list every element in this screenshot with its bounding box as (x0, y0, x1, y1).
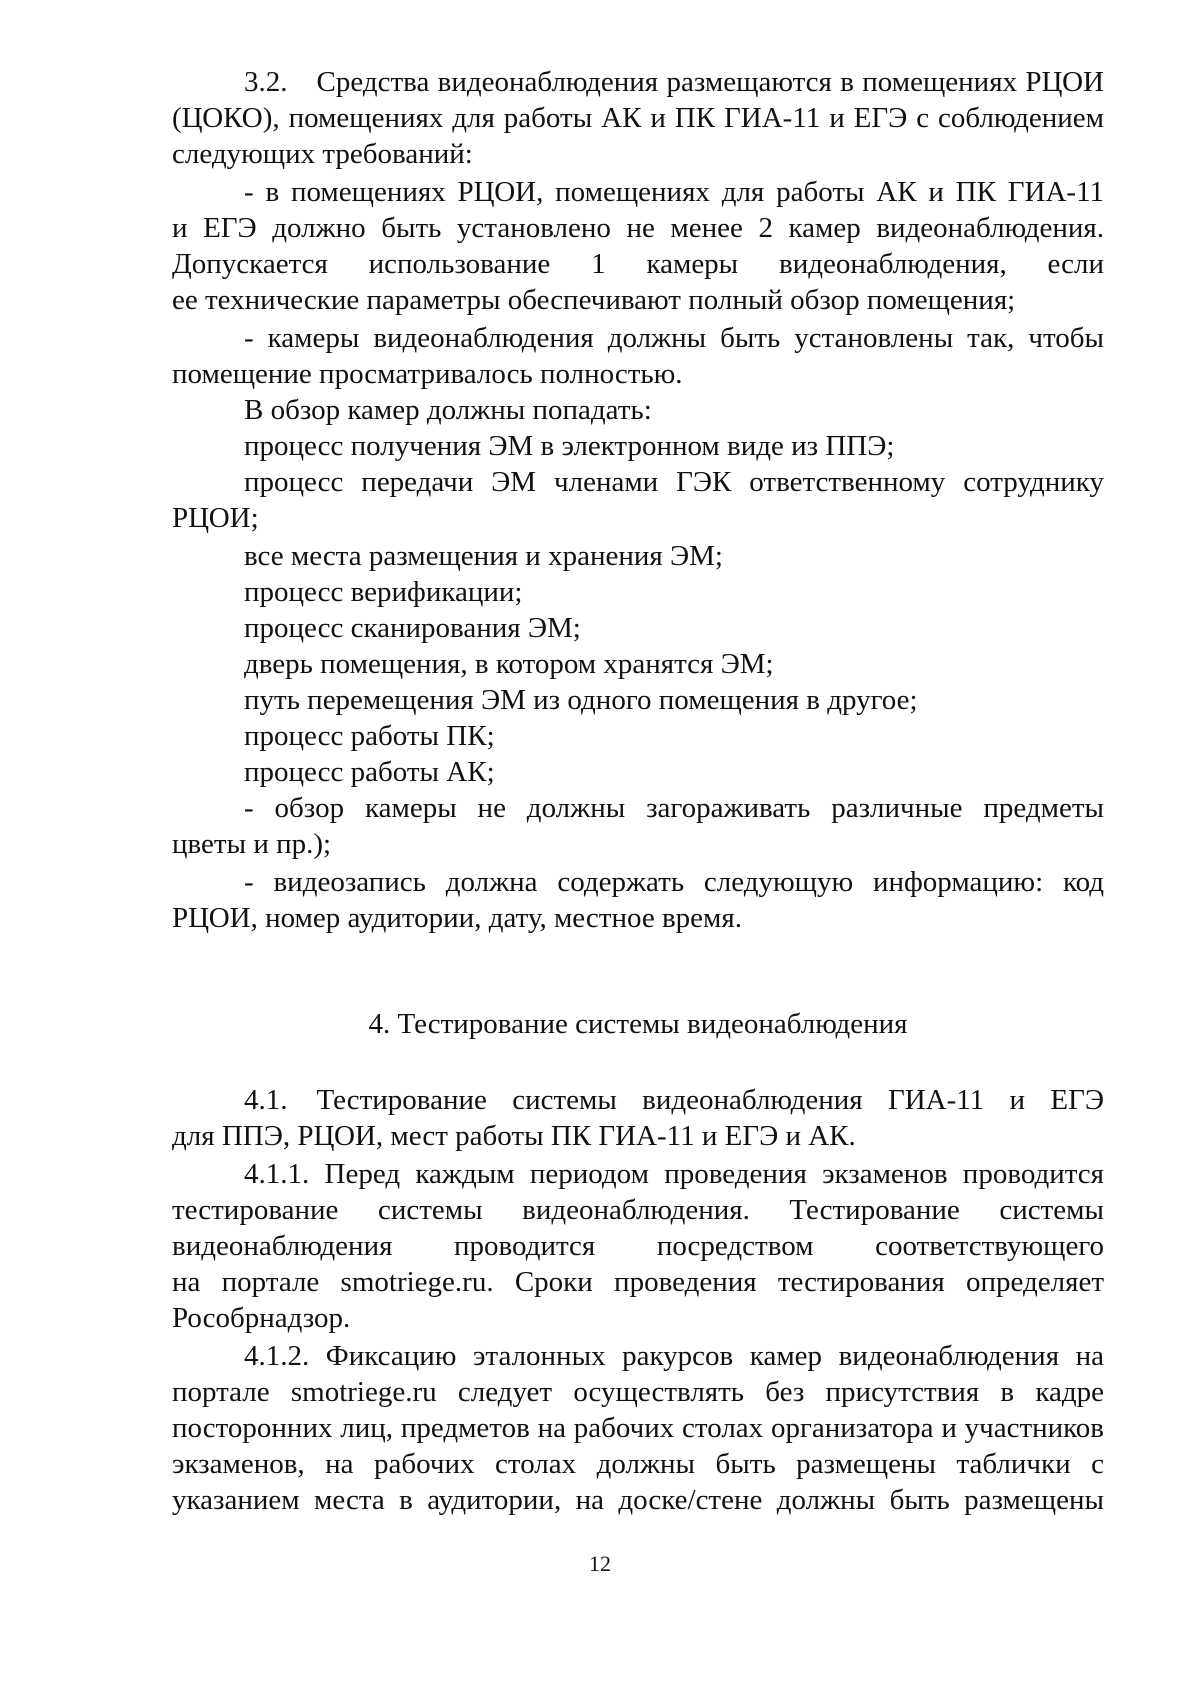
text-line: РЦОИ; (172, 502, 259, 534)
list-item: процесс верификации; (244, 576, 523, 608)
text-line: Допускается использование 1 камеры видеонаблюдения, если (172, 248, 1104, 280)
text-line: для ППЭ, РЦОИ, мест работы ПК ГИА-11 и ЕГЭ и АК. (172, 1120, 856, 1152)
text-line: - в помещениях РЦОИ, помещениях для работы АК и ПК ГИА-11 (244, 176, 1104, 208)
text-line: - видеозапись должна содержать следующую информацию: код (244, 866, 1104, 898)
text-line: помещение просматривалось полностью. (172, 358, 683, 390)
text-line: (ЦОКО), помещениях для работы АК и ПК ГИА-11 и ЕГЭ с соблюдением (172, 102, 1104, 134)
text-line: посторонних лиц, предметов на рабочих столах организатора и участников (172, 1412, 1104, 1444)
text-line: 4.1. Тестирование системы видеонаблюдения ГИА-11 и ЕГЭ (244, 1084, 1104, 1116)
text-line: ее технические параметры обеспечивают полный обзор помещения; (172, 284, 1016, 316)
text-line: - обзор камеры не должны загораживать различные предметы (244, 792, 1104, 824)
list-item: процесс работы АК; (244, 756, 495, 788)
text-line: тестирование системы видеонаблюдения. Тестирование системы (172, 1194, 1104, 1226)
text-line: следующих требований: (172, 138, 473, 170)
list-item: процесс сканирования ЭМ; (244, 612, 581, 644)
text-line: - камеры видеонаблюдения должны быть установлены так, чтобы (244, 322, 1104, 354)
text-line: РЦОИ, номер аудитории, дату, местное время. (172, 902, 742, 934)
list-item: процесс передачи ЭМ членами ГЭК ответственному сотруднику (244, 466, 1104, 498)
list-item: процесс работы ПК; (244, 720, 495, 752)
section-heading: 4. Тестирование системы видеонаблюдения (368, 1008, 908, 1040)
list-item: путь перемещения ЭМ из одного помещения в другое; (244, 684, 918, 716)
text-line: 3.2. Средства видеонаблюдения размещаются в помещениях РЦОИ (244, 66, 1104, 98)
text-line: экзаменов, на рабочих столах должны быть размещены таблички с (172, 1448, 1104, 1480)
text-line: портале smotriege.ru следует осуществлять без присутствия в кадре (172, 1376, 1104, 1408)
text-line: указанием места в аудитории, на доске/стене должны быть размещены (172, 1484, 1104, 1516)
list-item: все места размещения и хранения ЭМ; (244, 540, 723, 572)
page-number: 12 (589, 1551, 611, 1576)
list-item: процесс получения ЭМ в электронном виде из ППЭ; (244, 430, 895, 462)
text-line: и ЕГЭ должно быть установлено не менее 2 камер видеонаблюдения. (172, 212, 1104, 244)
text-line: 4.1.2. Фиксацию эталонных ракурсов камер видеонаблюдения на (244, 1340, 1104, 1372)
text-line: цветы и пр.); (172, 828, 332, 860)
text-line: 4.1.1. Перед каждым периодом проведения экзаменов проводится (244, 1158, 1104, 1190)
list-item: дверь помещения, в котором хранятся ЭМ; (244, 648, 774, 680)
text-line: на портале smotriege.ru. Сроки проведения тестирования определяет (172, 1266, 1104, 1298)
text-line: видеонаблюдения проводится посредством соответствующего (172, 1230, 1104, 1262)
text-line: В обзор камер должны попадать: (244, 394, 652, 426)
text-line: Рособрнадзор. (172, 1302, 351, 1334)
